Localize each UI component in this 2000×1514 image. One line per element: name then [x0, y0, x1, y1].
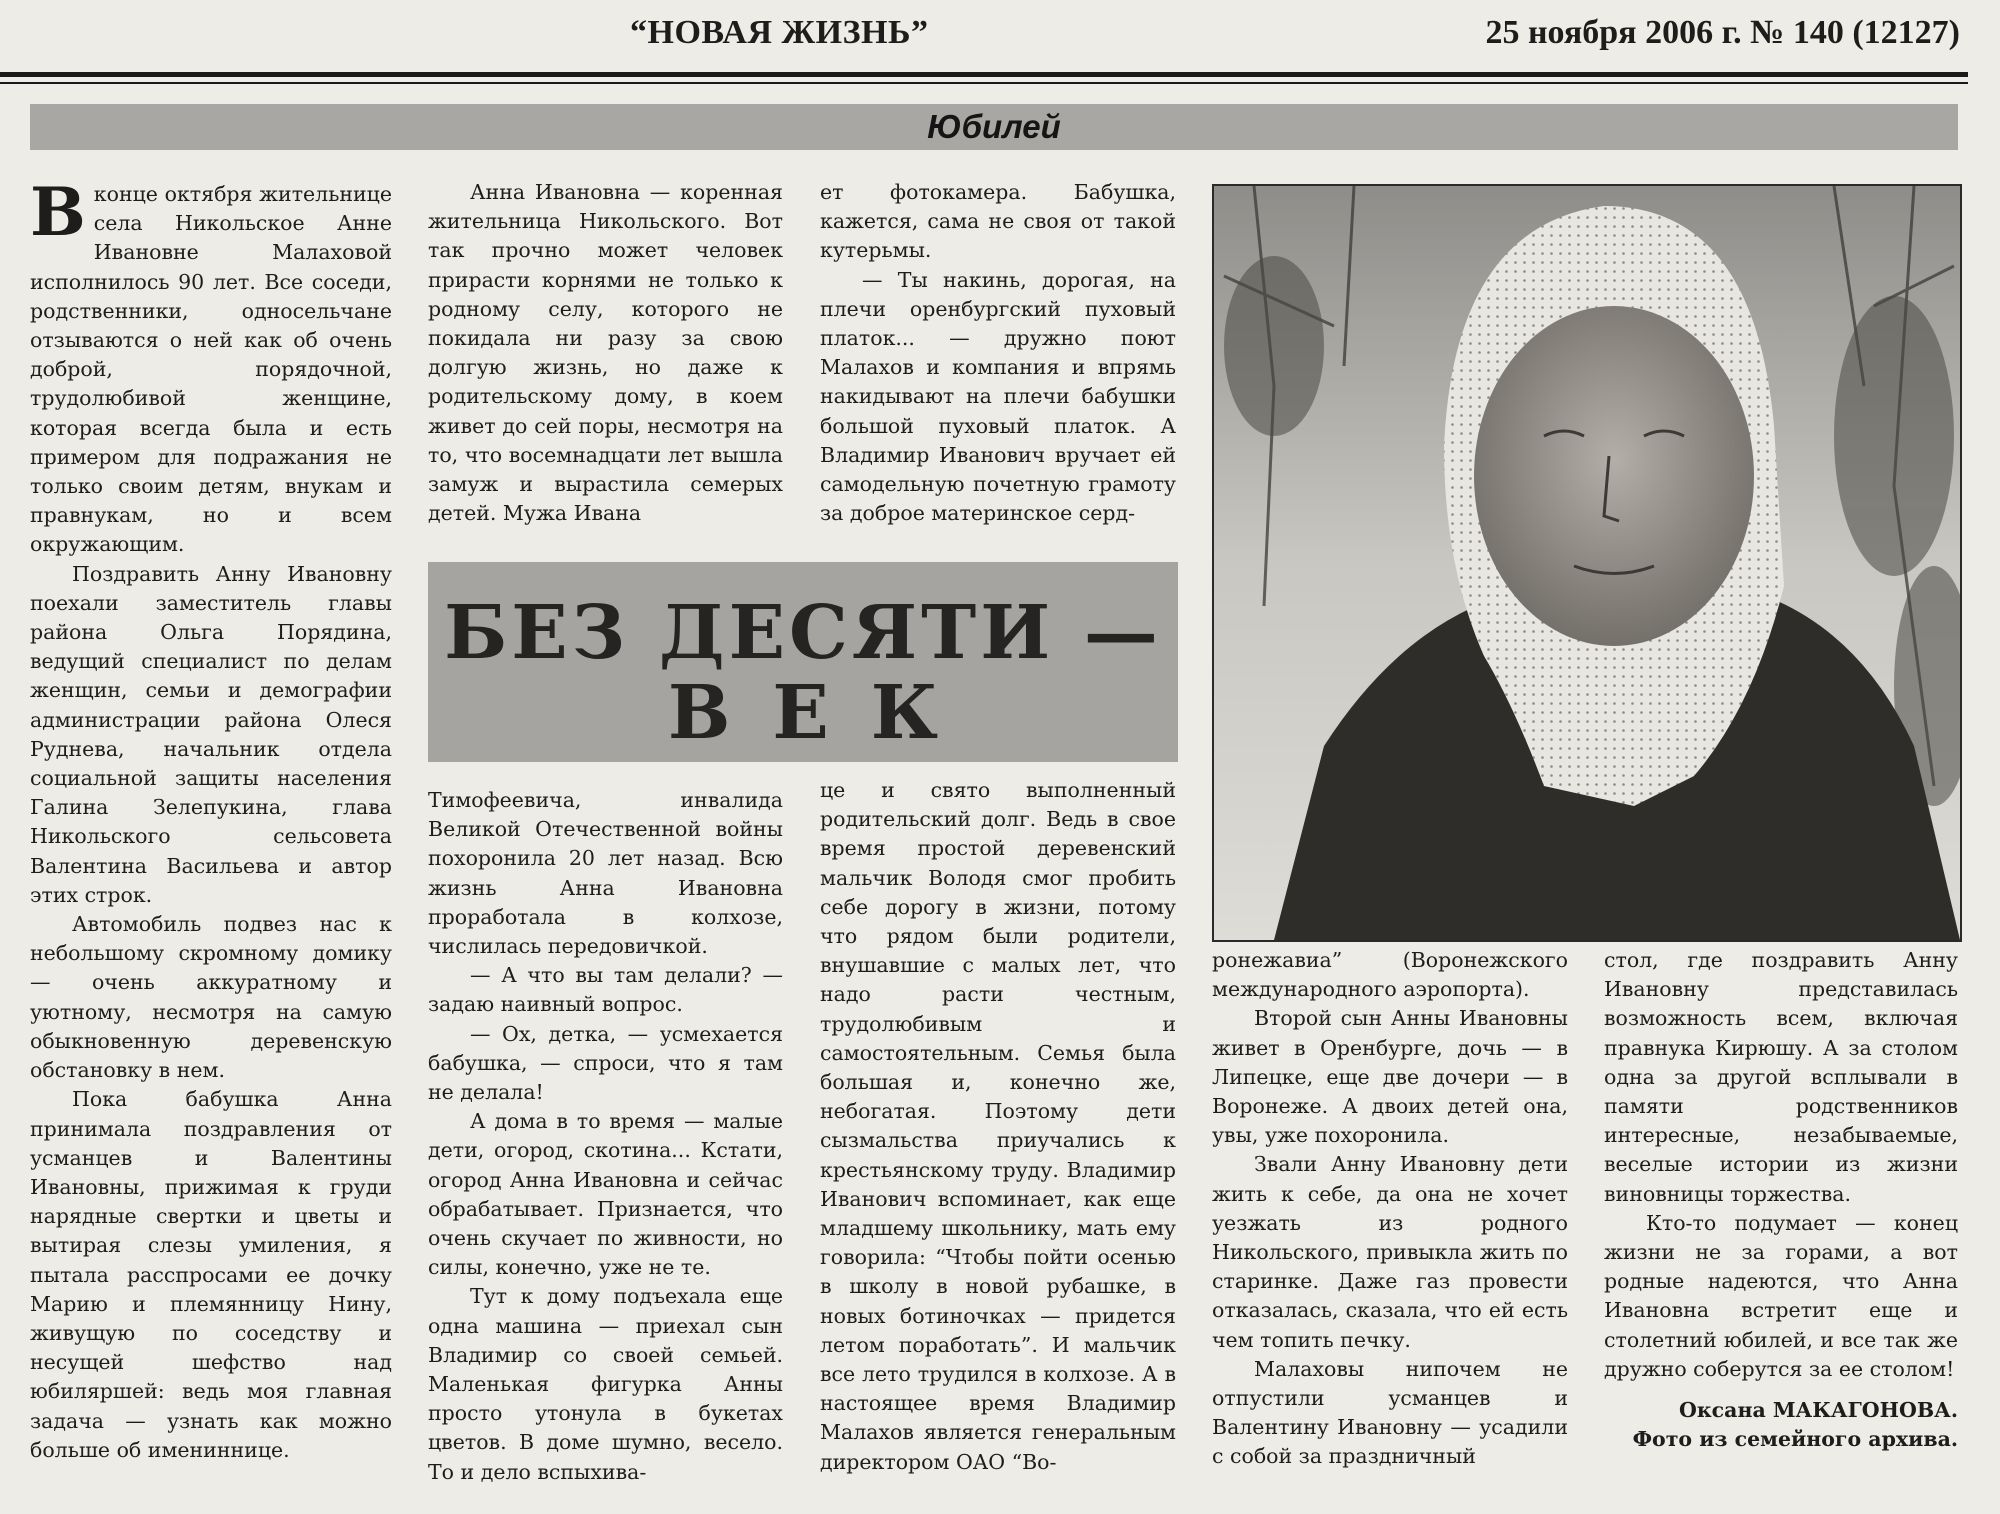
- lead-paragraph: Вконце октября жительнице села Никольское Анне Ивановне Малаховой исполнилось 90 лет. Все соседи, родственники, односельчане отзываются о ней как об очень доброй, порядочной, трудолюбивой женщине, которая всегда была и есть примером для подражания не только своим детям, внукам и правнукам, но и всем окружающим.: [30, 173, 392, 557]
- headline-line-2: ВЕК: [667, 670, 981, 756]
- headline-box: [428, 562, 1178, 762]
- article-column-2-bottom: [428, 786, 783, 1487]
- article-column-5: [1604, 946, 1958, 1454]
- paragraph: Автомобиль подвез нас к небольшому скромному домику — очень аккуратному и уютному, несмотря на самую обыкновенную деревенскую обстановку в нем.: [30, 912, 392, 1083]
- photo-credit: Фото из семейного архива.: [1632, 1427, 1958, 1452]
- newspaper-title: “НОВАЯ ЖИЗНЬ”: [630, 14, 929, 51]
- paragraph: Звали Анну Ивановну дети жить к себе, да она не хочет уезжать из родного Никольского, привыкла жить по старинке. Даже газ провести отказалась, сказала, что ей есть чем топить печку.: [1212, 1152, 1568, 1352]
- masthead-rule-thick: [0, 72, 1968, 77]
- paragraph: А дома в то время — малые дети, огород, скотина... Кстати, огород Анна Ивановна и сейчас обрабатывает. Признается, что очень скучает по живности, но силы, конечно, уже не те.: [428, 1109, 783, 1280]
- paragraph: це и свято выполненный родительский долг. Ведь в свое время простой деревенский мальчик Володя смог пробить себе дорогу в жизни, потому что рядом были родители, внушавшие с малых лет, что надо расти честным, трудолюбивым и самостоятельным. Семья была большая и, конечно же, небогатая. Поэтому дети сызмальства приучались к крестьянскому труду. Владимир Иванович вспоминает, как еще младшему школьнику, мать ему говорила: “Чтобы пойти осенью в школу в новой рубашке, в новых ботиночках — придется летом поработать”. И мальчик все лето трудился в колхозе. А в настоящее время Владимир Малахов является генеральным директором ОАО “Во-: [820, 778, 1176, 1474]
- issue-date-number: 25 ноября 2006 г. № 140 (12127): [1485, 14, 1960, 51]
- paragraph: ронежавиа” (Воронежского международного аэропорта).: [1212, 948, 1568, 1002]
- article-column-4: [1212, 946, 1568, 1472]
- paragraph: Второй сын Анны Ивановны живет в Оренбурге, дочь — в Липецке, еще две дочери — в Воронеже. А двоих детей она, увы, уже похоронила.: [1212, 1006, 1568, 1148]
- article-column-1: [30, 173, 392, 1465]
- article-column-3-bottom: [820, 776, 1176, 1477]
- paragraph: Тимофеевича, инвалида Великой Отечественной войны похоронила 20 лет назад. Всю жизнь Анна Ивановна проработала в колхозе, числилась передовичкой.: [428, 788, 783, 959]
- paragraph: стол, где поздравить Анну Ивановну представилась возможность всем, включая правнука Кирюшу. А за столом одна за другой всплывали в памяти родственников интересные, незабываемые, веселые истории из жизни виновницы торжества.: [1604, 948, 1958, 1206]
- author-signature: Оксана МАКАГОНОВА.: [1679, 1398, 1958, 1423]
- headline-line-1: БЕЗ ДЕСЯТИ —: [444, 590, 1162, 676]
- masthead: [0, 0, 2000, 70]
- paragraph: — Ох, детка, — усмехается бабушка, — спроси, что я там не делала!: [428, 1021, 783, 1105]
- paragraph: Пока бабушка Анна принимала поздравления от усманцев и Валентины Ивановны, прижимая к груди нарядные свертки и цветы и вытирая слезы умиления, я пытала расспросами ее дочку Марию и племянницу Нину, живущую по соседству и несущей шефство над юбиляршей: ведь моя главная задача — узнать как можно больше об имениннице.: [30, 1087, 392, 1462]
- paragraph: Малаховы нипочем не отпустили усманцев и Валентину Ивановну — усадили с собой за праздничный: [1212, 1356, 1568, 1469]
- paragraph: Поздравить Анну Ивановну поехали заместитель главы района Ольга Порядина, ведущий специалист по делам женщин, семьи и демографии администрации района Олеся Руднева, начальник отдела социальной защиты населения Галина Зелепукина, глава Никольского сельсовета Валентина Васильева и автор этих строк.: [30, 561, 392, 907]
- section-rubric: Юбилей: [30, 104, 1958, 150]
- paragraph: ет фотокамера. Бабушка, кажется, сама не своя от такой кутерьмы.: [820, 180, 1176, 263]
- masthead-rule-thin: [0, 82, 1968, 84]
- portrait-photo-image: [1214, 186, 1960, 940]
- article-column-2-top: [428, 178, 783, 528]
- paragraph: — Ты накинь, дорогая, на плечи оренбургский пуховый платок... — дружно поют Малахов и компания и впрямь накидывают на плечи бабушки большой пуховый платок. А Владимир Иванович вручает ей самодельную почетную грамоту за доброе материнское серд-: [820, 267, 1176, 526]
- drop-cap: В: [30, 173, 86, 251]
- paragraph: Тут к дому подъехала еще одна машина — приехал сын Владимир со своей семьей. Маленькая фигурка Анны просто утонула в букетах цветов. В доме шумно, весело. То и дело вспыхива-: [428, 1284, 783, 1484]
- article-column-3-top: [820, 178, 1176, 528]
- paragraph: — А что вы там делали? — задаю наивный вопрос.: [428, 963, 783, 1017]
- paragraph: Кто-то подумает — конец жизни не за горами, а вот родные надеются, что Анна Ивановна встретит еще и столетний юбилей, и все так же дружно соберутся за ее столом!: [1604, 1210, 1958, 1381]
- paragraph: Анна Ивановна — коренная жительница Никольского. Вот так прочно может человек прирасти корнями не только к родному селу, которого не покидала ни разу за свою долгую жизнь, но даже к родительскому дому, в коем живет до сей поры, несмотря на то, что восемнадцати лет вышла замуж и вырастила семерых детей. Мужа Ивана: [428, 180, 783, 526]
- portrait-photo: [1212, 184, 1962, 942]
